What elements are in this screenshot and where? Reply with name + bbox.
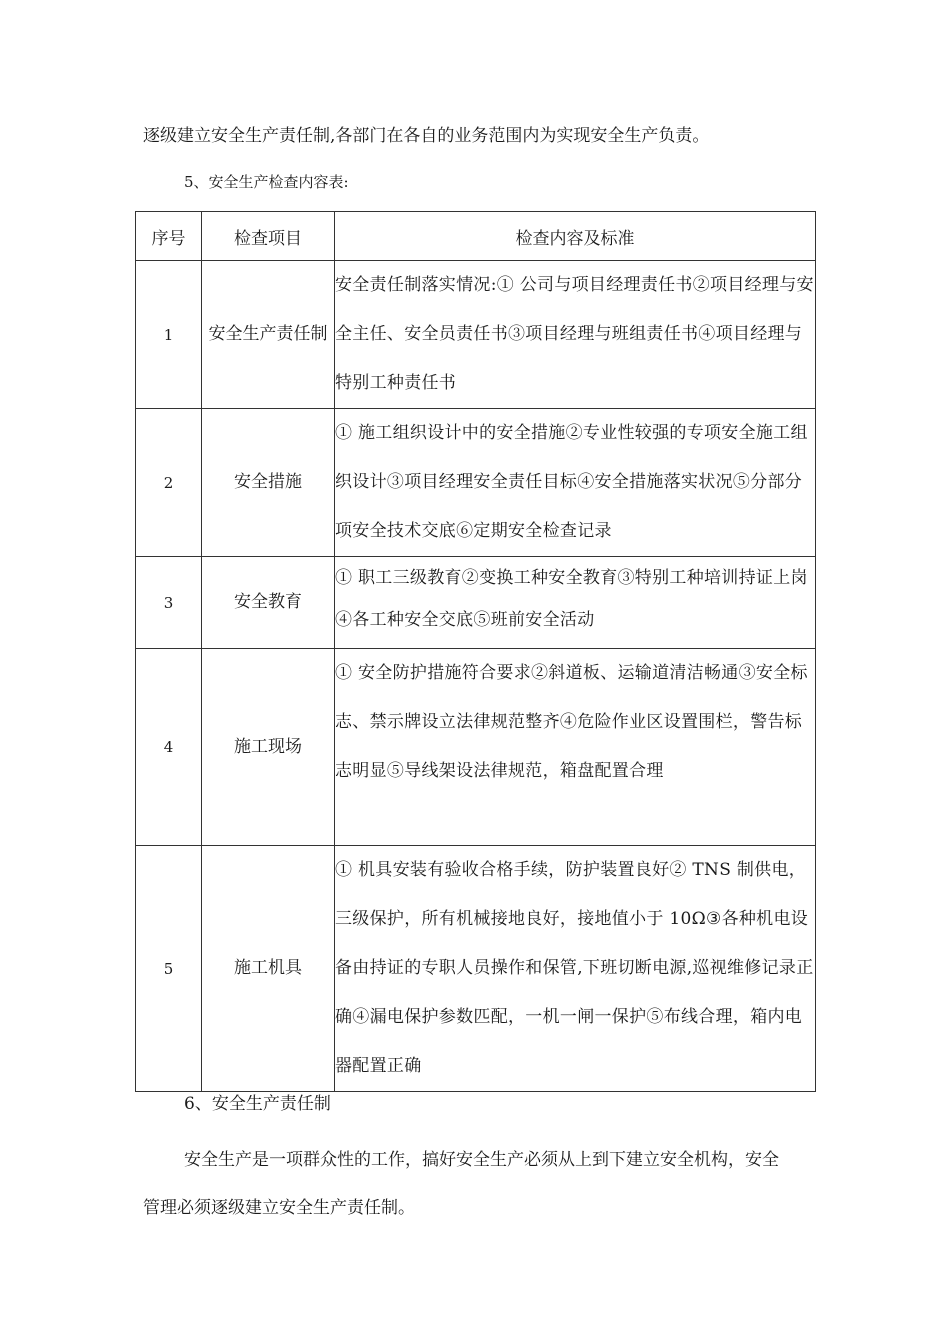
row-content-text: ① 职工三级教育②变换工种安全教育③特别工种培训持证上岗④各工种安全交底⑤班前安全活动 (335, 568, 808, 630)
header-no: 序号 (136, 212, 202, 261)
section-5-heading: 5、安全生产检查内容表: (184, 173, 349, 191)
row-content (335, 409, 816, 557)
table-row (136, 557, 816, 649)
section-6-paragraph: 安全生产是一项群众性的工作，搞好安全生产必须从上到下建立安全机构，安全管理必须逐级建立安全生产责任制。 (143, 1150, 779, 1218)
row-number: 3 (136, 557, 202, 649)
row-item: 安全措施 (202, 409, 335, 557)
row-content-text: ① 施工组织设计中的安全措施②专业性较强的专项安全施工组织设计③项目经理安全责任目标④安全措施落实状况⑤分部分项安全技术交底⑥定期安全检查记录 (335, 423, 808, 541)
row-number: 1 (136, 261, 202, 409)
row-number: 4 (136, 649, 202, 846)
table-row (136, 846, 816, 1092)
row-content (335, 261, 816, 409)
row-item: 施工机具 (202, 846, 335, 1092)
table-row (136, 649, 816, 846)
row-content (335, 557, 816, 649)
row-content (335, 846, 816, 1092)
header-content: 检查内容及标准 (335, 212, 816, 261)
row-item: 安全教育 (202, 557, 335, 649)
row-item: 施工现场 (202, 649, 335, 846)
table-row (136, 261, 816, 409)
intro-paragraph-line: 逐级建立安全生产责任制,各部门在各自的业务范围内为实现安全生产负责。 (143, 126, 710, 146)
row-number: 5 (136, 846, 202, 1092)
safety-inspection-table (135, 211, 816, 1092)
table-header-row (136, 212, 816, 261)
row-number: 2 (136, 409, 202, 557)
row-content-text: ① 安全防护措施符合要求②斜道板、运输道清洁畅通③安全标志、禁示牌设立法律规范整齐④危险作业区设置围栏，警告标志明显⑤导线架设法律规范，箱盘配置合理 (335, 663, 808, 781)
row-item: 安全生产责任制 (202, 261, 335, 409)
row-content-text: ① 机具安装有验收合格手续，防护装置良好② TNS 制供电，三级保护，所有机械接地良好，接地值小于 10Ω③各种机电设备由持证的专职人员操作和保管,下班切断电源,巡视维修记录正确④漏电保护参数匹配，一机一闸一保护⑤布线合理，箱内电器配置正确 (335, 860, 814, 1076)
row-content-text: 安全责任制落实情况:① 公司与项目经理责任书②项目经理与安全主任、安全员责任书③项目经理与班组责任书④项目经理与特别工种责任书 (335, 275, 814, 393)
row-content (335, 649, 816, 846)
section-6-heading: 6、安全生产责任制 (184, 1094, 331, 1114)
table-row (136, 409, 816, 557)
header-item: 检查项目 (202, 212, 335, 261)
